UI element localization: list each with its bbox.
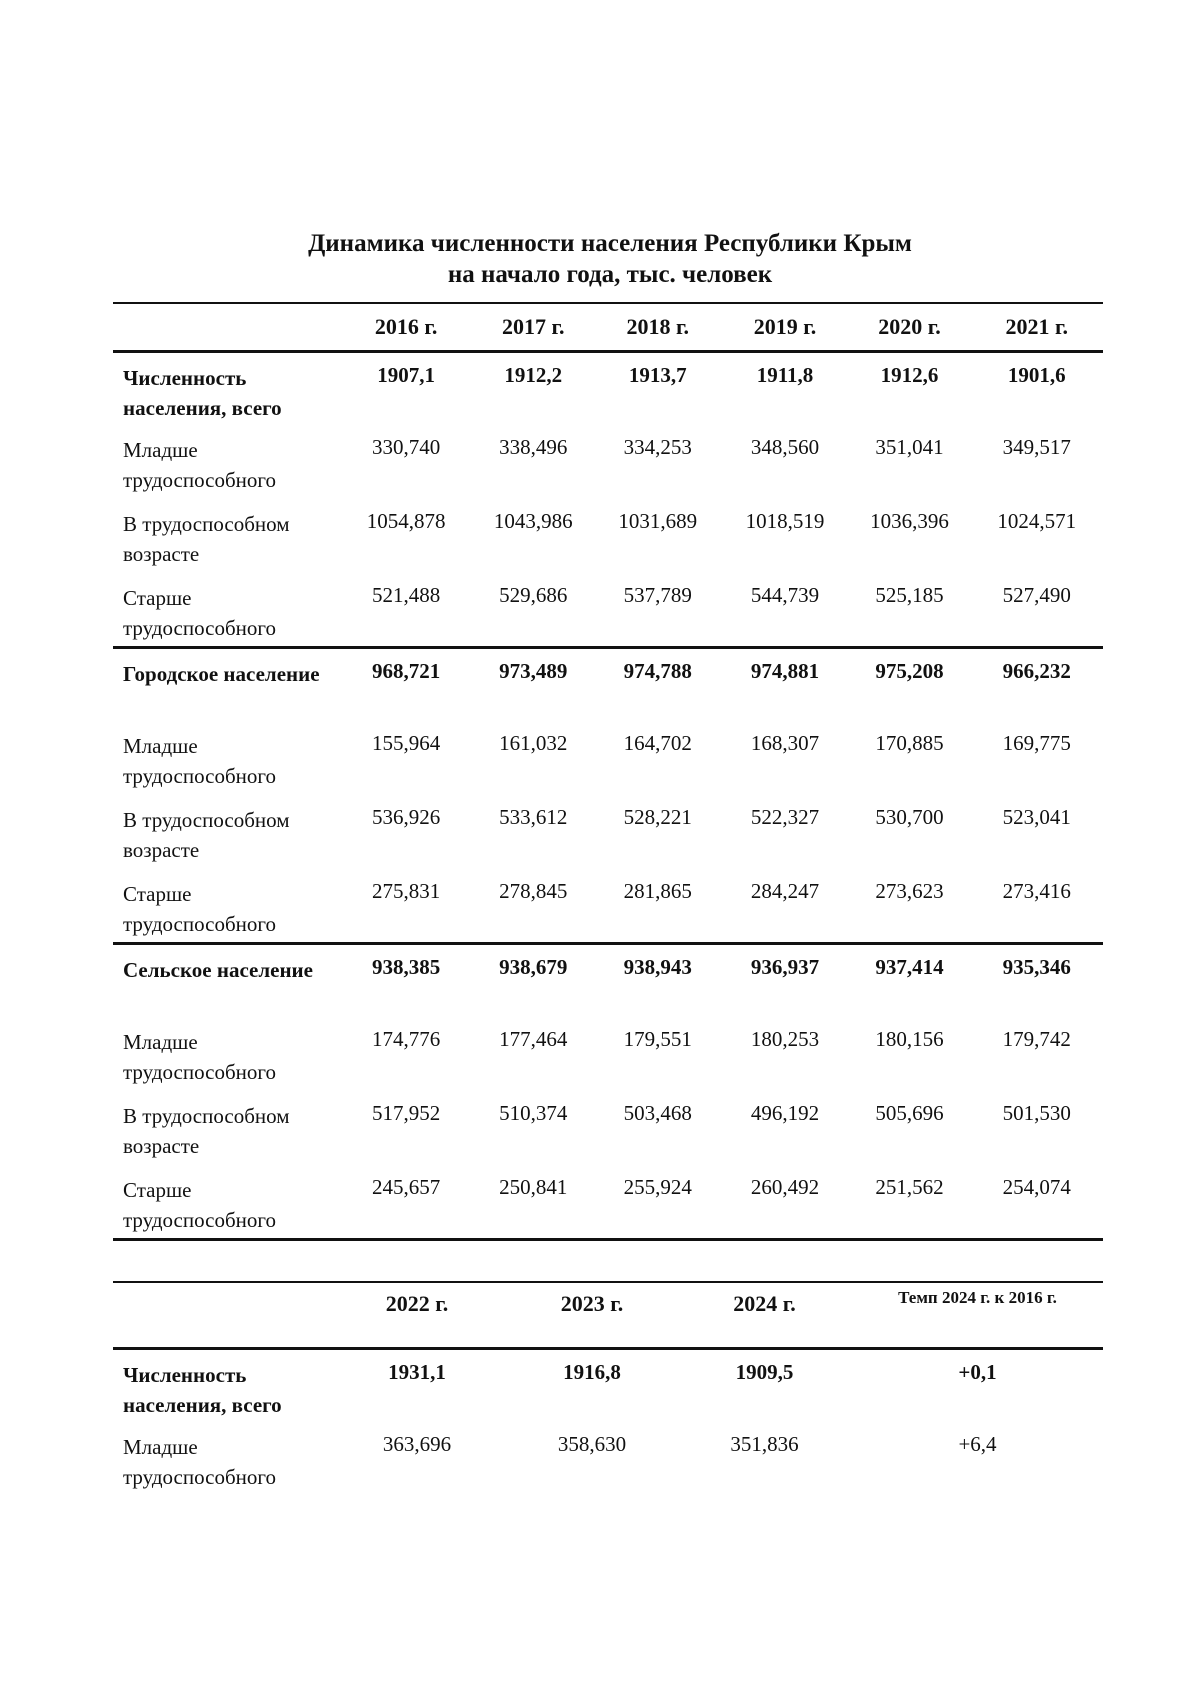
- row-label: Младше трудоспособного: [123, 734, 276, 788]
- value-cell: 544,739: [750, 583, 820, 607]
- value-cell: 180,156: [875, 1027, 944, 1051]
- value-cell: 537,789: [623, 583, 692, 607]
- table-row: [113, 1091, 1103, 1165]
- row-label: Численность населения, всего: [123, 1362, 282, 1417]
- table-row: [113, 869, 1103, 943]
- value-cell: 523,041: [1002, 805, 1071, 829]
- row-label: В трудоспособном возрасте: [123, 1104, 290, 1158]
- header-cell-year: 2023 г.: [560, 1291, 624, 1316]
- value-cell: 170,885: [875, 731, 944, 755]
- row-label: Младше трудоспособного: [123, 1435, 276, 1489]
- value-cell: 174,776: [371, 1027, 441, 1051]
- header-cell-year: 2017 г.: [502, 314, 565, 339]
- value-cell: +6,4: [958, 1432, 997, 1456]
- value-cell: 348,560: [750, 435, 820, 459]
- value-cell: 496,192: [750, 1101, 820, 1125]
- table-row: [113, 1165, 1103, 1239]
- value-cell: 510,374: [499, 1101, 568, 1125]
- value-cell: 1916,8: [563, 1359, 621, 1384]
- value-cell: 974,881: [750, 658, 820, 683]
- table-row: [113, 721, 1103, 795]
- value-cell: 250,841: [499, 1175, 568, 1199]
- value-cell: 937,414: [875, 954, 944, 979]
- value-cell: 351,041: [875, 435, 944, 459]
- value-cell: 968,721: [371, 658, 441, 683]
- population-table-2016-2021: [113, 302, 1103, 1241]
- value-cell: 1911,8: [756, 362, 814, 387]
- population-table-2022-2024: [113, 1281, 1103, 1496]
- value-cell: 517,952: [371, 1101, 441, 1125]
- value-cell: 522,327: [750, 805, 820, 829]
- value-cell: 973,489: [499, 658, 568, 683]
- value-cell: 1054,878: [366, 509, 446, 533]
- row-label: Младше трудоспособного: [123, 438, 276, 492]
- value-cell: 177,464: [499, 1027, 568, 1051]
- value-cell: 935,346: [1002, 954, 1071, 979]
- title-line-1: Динамика численности населения Республики Крым: [308, 230, 912, 257]
- value-cell: 966,232: [1002, 658, 1071, 683]
- value-cell: 284,247: [750, 879, 820, 903]
- table-row: [113, 795, 1103, 869]
- header-cell-year: 2019 г.: [753, 314, 817, 339]
- value-cell: 503,468: [623, 1101, 692, 1125]
- value-cell: 1912,6: [880, 362, 939, 387]
- title-line-2: на начало года, тыс. человек: [447, 261, 773, 288]
- row-label: Младше трудоспособного: [123, 1030, 276, 1084]
- value-cell: 938,679: [499, 954, 568, 979]
- row-label: Старше трудоспособного: [123, 586, 276, 640]
- table-row: [113, 1348, 1103, 1422]
- value-cell: 529,686: [499, 583, 568, 607]
- value-cell: 1018,519: [745, 509, 825, 533]
- value-cell: 334,253: [623, 435, 692, 459]
- value-cell: 273,623: [875, 879, 944, 903]
- header-cell-year: 2021 г.: [1005, 314, 1068, 339]
- value-cell: 349,517: [1002, 435, 1071, 459]
- value-cell: 281,865: [623, 879, 692, 903]
- value-cell: 330,740: [371, 435, 441, 459]
- value-cell: 525,185: [875, 583, 944, 607]
- value-cell: 1931,1: [388, 1359, 446, 1384]
- table-row: [113, 499, 1103, 573]
- value-cell: 169,775: [1002, 731, 1071, 755]
- value-cell: 530,700: [875, 805, 944, 829]
- value-cell: 358,630: [557, 1432, 627, 1456]
- header-cell-growth-rate: Темп 2024 г. к 2016 г.: [898, 1288, 1057, 1307]
- value-cell: 245,657: [371, 1175, 441, 1199]
- header-cell-year: 2018 г.: [626, 314, 690, 339]
- row-label: Городское население: [123, 661, 320, 686]
- value-cell: 273,416: [1002, 879, 1071, 903]
- value-cell: 179,742: [1002, 1027, 1071, 1051]
- header-cell-year: 2022 г.: [385, 1291, 449, 1316]
- value-cell: 975,208: [875, 658, 944, 683]
- value-cell: 164,702: [623, 731, 692, 755]
- value-cell: 1031,689: [618, 509, 698, 533]
- row-label: Численность населения, всего: [123, 365, 282, 420]
- value-cell: 1907,1: [377, 362, 435, 387]
- value-cell: 536,926: [371, 805, 441, 829]
- value-cell: 168,307: [750, 731, 820, 755]
- document-title: [110, 228, 1110, 290]
- table-row: [113, 1422, 1103, 1496]
- value-cell: 938,943: [623, 954, 692, 979]
- value-cell: 521,488: [371, 583, 441, 607]
- header-cell-label: [113, 303, 340, 351]
- table-row: [113, 1017, 1103, 1091]
- value-cell: 501,530: [1002, 1101, 1071, 1125]
- value-cell: 1036,396: [870, 509, 949, 533]
- header-cell-year: 2024 г.: [733, 1291, 796, 1316]
- value-cell: 155,964: [371, 731, 441, 755]
- value-cell: 974,788: [623, 658, 692, 683]
- value-cell: 936,937: [750, 954, 820, 979]
- row-label: Старше трудоспособного: [123, 882, 276, 936]
- table-row: [113, 943, 1103, 1017]
- value-cell: 1901,6: [1007, 362, 1066, 387]
- value-cell: 1912,2: [504, 362, 563, 387]
- value-cell: 505,696: [875, 1101, 944, 1125]
- row-label: Сельское население: [123, 957, 313, 982]
- row-label: Старше трудоспособного: [123, 1178, 276, 1232]
- table-row: [113, 647, 1103, 721]
- value-cell: 161,032: [499, 731, 568, 755]
- table-row: [113, 573, 1103, 647]
- value-cell: 251,562: [875, 1175, 944, 1199]
- header-cell-year: 2016 г.: [374, 314, 438, 339]
- value-cell: 527,490: [1002, 583, 1071, 607]
- value-cell: 938,385: [371, 954, 441, 979]
- table-header-row: [113, 303, 1103, 351]
- value-cell: 179,551: [623, 1027, 692, 1051]
- row-label: В трудоспособном возрасте: [123, 512, 290, 566]
- value-cell: 275,831: [371, 879, 441, 903]
- value-cell: 278,845: [499, 879, 568, 903]
- value-cell: 255,924: [623, 1175, 692, 1199]
- value-cell: 260,492: [750, 1175, 820, 1199]
- value-cell: 363,696: [382, 1432, 452, 1456]
- value-cell: 528,221: [623, 805, 692, 829]
- value-cell: 254,074: [1002, 1175, 1071, 1199]
- value-cell: 1043,986: [493, 509, 573, 533]
- header-cell-label: [113, 1282, 327, 1348]
- value-cell: 533,612: [499, 805, 568, 829]
- table-row: [113, 351, 1103, 425]
- value-cell: 338,496: [499, 435, 568, 459]
- value-cell: 180,253: [750, 1027, 820, 1051]
- row-label: В трудоспособном возрасте: [123, 808, 290, 862]
- table-row: [113, 425, 1103, 499]
- value-cell: 351,836: [730, 1432, 799, 1456]
- value-cell: 1909,5: [735, 1359, 794, 1384]
- value-cell: 1024,571: [997, 509, 1077, 533]
- header-cell-year: 2020 г.: [878, 314, 941, 339]
- value-cell: 1913,7: [628, 362, 687, 387]
- value-cell: +0,1: [958, 1359, 997, 1384]
- table-header-row: [113, 1282, 1103, 1348]
